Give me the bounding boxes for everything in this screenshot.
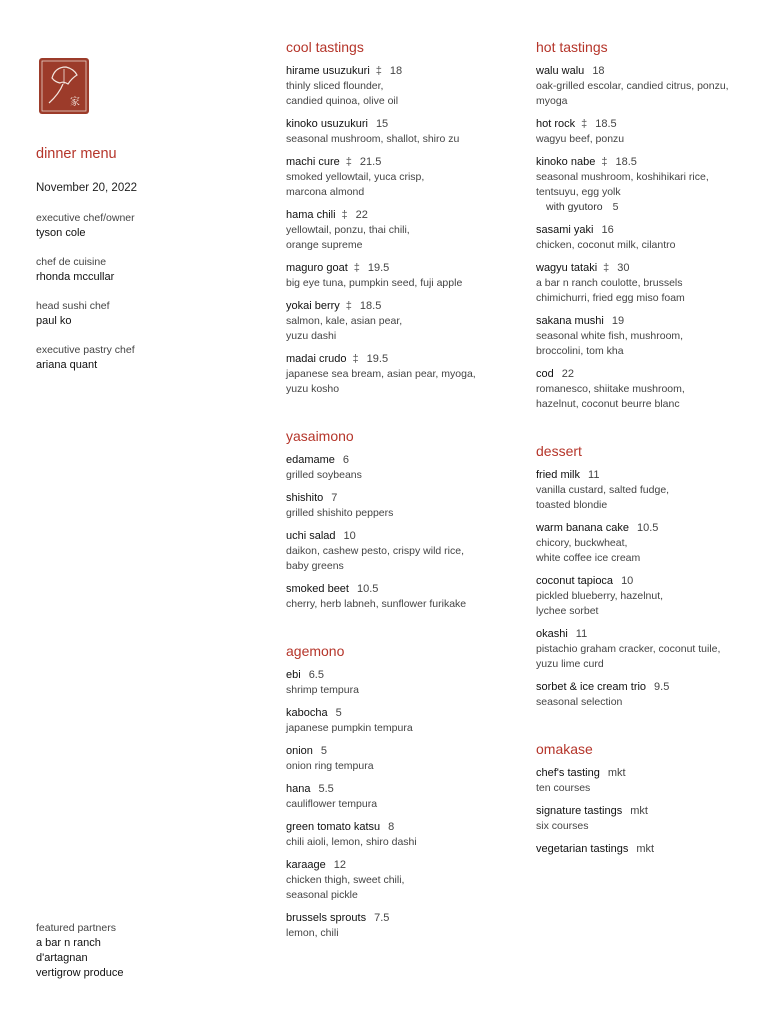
menu-item-header bbox=[536, 804, 746, 819]
menu-item-name: maguro goat bbox=[286, 262, 348, 274]
staff-role: head sushi chef bbox=[36, 300, 110, 312]
section-omakase bbox=[536, 740, 746, 857]
menu-item-price: 15 bbox=[375, 118, 389, 130]
menu-item bbox=[286, 858, 506, 903]
menu-item bbox=[536, 314, 746, 359]
menu-item-name: machi cure bbox=[286, 156, 340, 168]
staff-entry bbox=[36, 299, 236, 329]
menu-item-description: smoked yellowtail, yuca crisp, bbox=[286, 171, 425, 183]
staff-list bbox=[36, 211, 236, 373]
menu-item-header bbox=[286, 155, 506, 170]
menu-item-description: vanilla custard, salted fudge, bbox=[536, 484, 670, 496]
menu-item-description: seasonal selection bbox=[536, 696, 623, 708]
menu-item-name: uchi salad bbox=[286, 530, 336, 542]
menu-item-price: 18.5 bbox=[359, 300, 382, 312]
menu-item-description: salmon, kale, asian pear, bbox=[286, 315, 403, 327]
menu-item-header bbox=[286, 782, 506, 797]
menu-item-description: cauliflower tempura bbox=[286, 798, 378, 810]
staff-entry bbox=[36, 211, 236, 241]
menu-item-description: marcona almond bbox=[286, 186, 365, 198]
menu-item-name: smoked beet bbox=[286, 583, 349, 595]
section-title: yasaimono bbox=[286, 428, 354, 444]
menu-item-name: green tomato katsu bbox=[286, 821, 381, 833]
menu-item-name: shishito bbox=[286, 492, 324, 504]
menu-item-header bbox=[286, 706, 506, 721]
menu-item bbox=[286, 668, 506, 698]
menu-item bbox=[286, 208, 506, 253]
menu-item bbox=[286, 117, 506, 147]
menu-item-price: 18.5 bbox=[615, 156, 637, 168]
menu-item-header bbox=[286, 352, 506, 367]
menu-item-name: signature tastings bbox=[536, 805, 623, 817]
menu-item-price: 7.5 bbox=[374, 912, 390, 924]
menu-item-name: walu walu bbox=[536, 65, 585, 77]
section-title: hot tastings bbox=[536, 39, 608, 55]
dagger-mark: ‡ bbox=[352, 353, 359, 365]
svg-text:家: 家 bbox=[70, 97, 80, 108]
menu-item-description: yellowtail, ponzu, thai chili, bbox=[286, 224, 410, 236]
menu-item-price: 6.5 bbox=[308, 669, 324, 681]
menu-item-name: karaage bbox=[286, 859, 326, 871]
menu-item-description: yuzu lime curd bbox=[536, 658, 604, 670]
menu-item-description: yuzu dashi bbox=[286, 330, 337, 342]
menu-item-description: broccolini, tom kha bbox=[536, 345, 624, 357]
menu-item-description: seasonal mushroom, koshihikari rice, bbox=[536, 171, 709, 183]
menu-item-name: wagyu tataki bbox=[536, 262, 598, 274]
menu-item-name: warm banana cake bbox=[536, 522, 629, 534]
staff-name: ariana quant bbox=[36, 359, 98, 371]
menu-item-header bbox=[286, 820, 506, 835]
menu-item-price: 6 bbox=[342, 454, 350, 466]
menu-item-header bbox=[286, 744, 506, 759]
menu-item-name: chef's tasting bbox=[536, 767, 600, 779]
menu-item bbox=[536, 766, 746, 796]
menu-info bbox=[36, 146, 236, 387]
ginkgo-leaf-icon bbox=[39, 58, 89, 114]
menu-item-header bbox=[536, 155, 746, 170]
staff-name: paul ko bbox=[36, 315, 72, 327]
menu-item-name: kinoko usuzukuri bbox=[286, 118, 368, 130]
menu-item-name: fried milk bbox=[536, 469, 581, 481]
menu-title: dinner menu bbox=[36, 146, 117, 162]
menu-item-header bbox=[536, 367, 746, 382]
staff-entry bbox=[36, 343, 236, 373]
menu-item-description: daikon, cashew pesto, crispy wild rice, bbox=[286, 545, 464, 557]
menu-item-description: a bar n ranch coulotte, brussels bbox=[536, 277, 683, 289]
menu-item bbox=[536, 261, 746, 306]
menu-item-header bbox=[286, 453, 506, 468]
dagger-mark: ‡ bbox=[601, 156, 608, 168]
menu-item-name: edamame bbox=[286, 454, 335, 466]
menu-item-description: japanese sea bream, asian pear, myoga, bbox=[286, 368, 476, 380]
menu-item-name: coconut tapioca bbox=[536, 575, 614, 587]
menu-item-header bbox=[286, 529, 506, 544]
menu-item-description: seasonal pickle bbox=[286, 889, 358, 901]
menu-item-description: lychee sorbet bbox=[536, 605, 599, 617]
menu-item-price: 18 bbox=[389, 65, 403, 77]
menu-item-description: seasonal white fish, mushroom, bbox=[536, 330, 684, 342]
menu-item-price: 5 bbox=[320, 745, 328, 757]
section-dessert bbox=[536, 442, 746, 710]
menu-item bbox=[536, 627, 746, 672]
menu-item-header bbox=[286, 261, 506, 276]
menu-item-description: chili aioli, lemon, shiro dashi bbox=[286, 836, 417, 848]
menu-item-name: sasami yaki bbox=[536, 224, 594, 236]
menu-item-price: 19 bbox=[611, 315, 625, 327]
menu-item-description: oak-grilled escolar, candied citrus, ponzu, bbox=[536, 80, 729, 92]
dagger-mark: ‡ bbox=[353, 262, 360, 274]
menu-item bbox=[286, 155, 506, 200]
menu-item-price: 10 bbox=[621, 575, 634, 587]
menu-item-header bbox=[286, 117, 506, 132]
menu-item bbox=[286, 299, 506, 344]
section-cool-tastings bbox=[286, 38, 506, 397]
menu-item-description: wagyu beef, ponzu bbox=[536, 133, 625, 145]
menu-item bbox=[286, 820, 506, 850]
menu-item-description: shrimp tempura bbox=[286, 684, 359, 696]
menu-item-description: romanesco, shiitake mushroom, bbox=[536, 383, 685, 395]
menu-item-price: 11 bbox=[588, 469, 600, 481]
menu-item-description: six courses bbox=[536, 820, 589, 832]
menu-item bbox=[286, 782, 506, 812]
menu-item-header bbox=[286, 299, 506, 314]
menu-item bbox=[286, 744, 506, 774]
menu-item-description: cherry, herb labneh, sunflower furikake bbox=[286, 598, 467, 610]
menu-item-description: lemon, chili bbox=[286, 927, 339, 939]
menu-item-name: yokai berry bbox=[286, 300, 340, 312]
menu-item-header bbox=[286, 491, 506, 506]
menu-item-header bbox=[536, 627, 746, 642]
menu-item-header bbox=[536, 261, 746, 276]
menu-item-name: hot rock bbox=[536, 118, 576, 130]
menu-item bbox=[536, 223, 746, 253]
menu-item bbox=[536, 521, 746, 566]
menu-item-price: mkt bbox=[636, 843, 655, 855]
menu-item-description: thinly sliced flounder, bbox=[286, 80, 384, 92]
menu-item-name: brussels sprouts bbox=[286, 912, 367, 924]
staff-role: executive chef/owner bbox=[36, 212, 135, 224]
staff-role: executive pastry chef bbox=[36, 344, 135, 356]
menu-item-price: 5 bbox=[335, 707, 342, 719]
partner-name: d'artagnan bbox=[36, 952, 88, 964]
section-title: dessert bbox=[536, 443, 582, 459]
menu-item-name: madai crudo bbox=[286, 353, 347, 365]
menu-item bbox=[536, 117, 746, 147]
menu-item-price: 12 bbox=[333, 859, 347, 871]
menu-item-price: 10.5 bbox=[636, 522, 659, 534]
menu-item bbox=[536, 574, 746, 619]
menu-item bbox=[286, 352, 506, 397]
staff-name: tyson cole bbox=[36, 227, 86, 239]
menu-item-name: hama chili bbox=[286, 209, 336, 221]
menu-item-name: sakana mushi bbox=[536, 315, 604, 327]
section-yasaimono bbox=[286, 427, 506, 612]
menu-item-description: pickled blueberry, hazelnut, bbox=[536, 590, 664, 602]
menu-item-name: okashi bbox=[536, 628, 568, 640]
section-agemono bbox=[286, 642, 506, 941]
menu-item-header bbox=[536, 680, 746, 695]
menu-item bbox=[536, 468, 746, 513]
menu-item-header bbox=[286, 208, 506, 223]
menu-item-name: kinoko nabe bbox=[536, 156, 596, 168]
menu-item-description: grilled shishito peppers bbox=[286, 507, 394, 519]
menu-item-price: 10.5 bbox=[356, 583, 379, 595]
section-hot-tastings bbox=[536, 38, 746, 412]
dagger-mark: ‡ bbox=[581, 118, 588, 130]
menu-item-header bbox=[286, 64, 506, 79]
menu-item-description: big eye tuna, pumpkin seed, fuji apple bbox=[286, 277, 463, 289]
menu-item bbox=[286, 706, 506, 736]
menu-item-price: 22 bbox=[561, 368, 574, 380]
menu-item-price: 8 bbox=[388, 821, 395, 833]
menu-item-header bbox=[286, 668, 506, 683]
section-title: omakase bbox=[536, 741, 593, 757]
menu-item bbox=[286, 64, 506, 109]
menu-item bbox=[536, 367, 746, 412]
dagger-mark: ‡ bbox=[345, 156, 352, 168]
menu-item-description: candied quinoa, olive oil bbox=[286, 95, 399, 107]
menu-item-price: 18 bbox=[592, 65, 605, 77]
menu-item-description: myoga bbox=[536, 95, 568, 107]
menu-column-left bbox=[286, 38, 506, 971]
partner-name: a bar n ranch bbox=[36, 937, 101, 949]
menu-item-description: yuzu kosho bbox=[286, 383, 340, 395]
menu-item-description: chicken thigh, sweet chili, bbox=[286, 874, 405, 886]
dagger-mark: ‡ bbox=[345, 300, 352, 312]
menu-item-name: ebi bbox=[286, 669, 301, 681]
section-title: agemono bbox=[286, 643, 345, 659]
menu-item bbox=[286, 453, 506, 483]
menu-item-price: 30 bbox=[617, 262, 630, 274]
menu-item-header bbox=[536, 223, 746, 238]
menu-item-price: mkt bbox=[607, 767, 626, 779]
addon-price: 5 bbox=[612, 201, 619, 213]
menu-item bbox=[286, 529, 506, 574]
menu-item-description: tentsuyu, egg yolk bbox=[536, 186, 621, 198]
menu-item-description: white coffee ice cream bbox=[536, 552, 641, 564]
menu-item-price: 18.5 bbox=[595, 118, 617, 130]
menu-item-description: grilled soybeans bbox=[286, 469, 362, 481]
menu-item-name: kabocha bbox=[286, 707, 328, 719]
section-title: cool tastings bbox=[286, 39, 364, 55]
menu-item bbox=[286, 261, 506, 291]
menu-item-description: hazelnut, coconut beurre blanc bbox=[536, 398, 680, 410]
menu-item-price: 22 bbox=[355, 209, 368, 221]
menu-item-price: 16 bbox=[601, 224, 614, 236]
menu-item-header bbox=[536, 314, 746, 329]
menu-item-price: mkt bbox=[630, 805, 648, 817]
menu-item-price: 5.5 bbox=[318, 783, 334, 795]
menu-item-addon bbox=[536, 200, 746, 215]
menu-item-header bbox=[536, 521, 746, 536]
menu-item bbox=[536, 680, 746, 710]
menu-item-description: toasted blondie bbox=[536, 499, 608, 511]
menu-item-description: chicory, buckwheat, bbox=[536, 537, 628, 549]
dagger-mark: ‡ bbox=[375, 65, 382, 77]
menu-item-header bbox=[286, 582, 506, 597]
staff-entry bbox=[36, 255, 236, 285]
dagger-mark: ‡ bbox=[603, 262, 610, 274]
menu-item-description: seasonal mushroom, shallot, shiro zu bbox=[286, 133, 460, 145]
menu-item-name: sorbet & ice cream trio bbox=[536, 681, 647, 693]
menu-item-name: hana bbox=[286, 783, 311, 795]
partners-label: featured partners bbox=[36, 922, 116, 934]
menu-item bbox=[536, 842, 746, 857]
restaurant-logo bbox=[39, 58, 89, 114]
menu-item-name: onion bbox=[286, 745, 313, 757]
dagger-mark: ‡ bbox=[341, 209, 348, 221]
menu-item bbox=[286, 582, 506, 612]
menu-item-name: vegetarian tastings bbox=[536, 843, 629, 855]
featured-partners bbox=[36, 921, 236, 981]
menu-item-name: cod bbox=[536, 368, 554, 380]
menu-item-price: 19.5 bbox=[366, 353, 389, 365]
menu-item bbox=[536, 155, 746, 215]
menu-item-header bbox=[536, 574, 746, 589]
staff-name: rhonda mccullar bbox=[36, 271, 115, 283]
partner-name: vertigrow produce bbox=[36, 967, 124, 979]
menu-column-right bbox=[536, 38, 746, 887]
staff-role: chef de cuisine bbox=[36, 256, 107, 268]
menu-item-price: 9.5 bbox=[654, 681, 670, 693]
menu-item-description: pistachio graham cracker, coconut tuile, bbox=[536, 643, 721, 655]
menu-item-header bbox=[536, 842, 746, 857]
menu-item-price: 7 bbox=[331, 492, 338, 504]
menu-item-name: hirame usuzukuri bbox=[286, 65, 370, 77]
menu-item-header bbox=[286, 858, 506, 873]
menu-item bbox=[536, 64, 746, 109]
menu-item-price: 21.5 bbox=[359, 156, 382, 168]
menu-item bbox=[536, 804, 746, 834]
menu-item-description: japanese pumpkin tempura bbox=[286, 722, 413, 734]
menu-item-header bbox=[536, 468, 746, 483]
partner-list bbox=[36, 936, 236, 981]
menu-item bbox=[286, 491, 506, 521]
menu-item-description: onion ring tempura bbox=[286, 760, 374, 772]
menu-item-description: chimichurri, fried egg miso foam bbox=[536, 292, 685, 304]
menu-item-description: orange supreme bbox=[286, 239, 363, 251]
menu-item-price: 11 bbox=[575, 628, 588, 640]
menu-item-description: chicken, coconut milk, cilantro bbox=[536, 239, 676, 251]
menu-item-header bbox=[536, 117, 746, 132]
menu-item-header bbox=[536, 64, 746, 79]
menu-item-price: 19.5 bbox=[367, 262, 390, 274]
menu-item-header bbox=[286, 911, 506, 926]
addon-label: with gyutoro bbox=[546, 201, 603, 213]
menu-item-description: ten courses bbox=[536, 782, 591, 794]
menu-date: November 20, 2022 bbox=[36, 182, 138, 194]
menu-item bbox=[286, 911, 506, 941]
menu-item-header bbox=[536, 766, 746, 781]
menu-item-description: baby greens bbox=[286, 560, 344, 572]
menu-item-price: 10 bbox=[343, 530, 356, 542]
